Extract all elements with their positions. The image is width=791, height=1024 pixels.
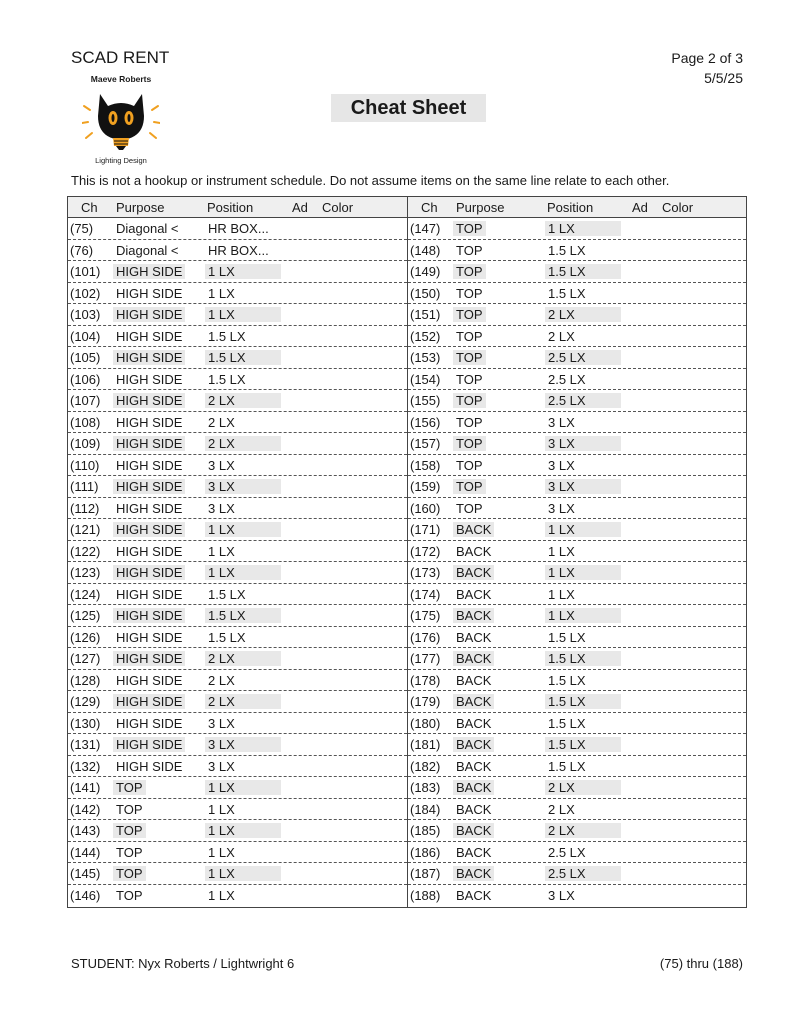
purpose-cell: BACK — [456, 844, 492, 860]
channel-cell: (75) — [70, 221, 94, 236]
table-row — [408, 885, 746, 907]
purpose-cell: HIGH SIDE — [116, 328, 183, 344]
channel-cell: (174) — [410, 586, 441, 602]
table-row — [408, 627, 746, 649]
position-cell: 1.5 LX — [545, 264, 621, 279]
table-row — [68, 240, 407, 262]
channel-cell: (103) — [70, 307, 101, 322]
channel-cell: (157) — [410, 436, 441, 451]
table-row — [68, 670, 407, 692]
header-ch: Ch — [81, 200, 98, 215]
channel-cell: (122) — [70, 543, 101, 559]
position-cell: 2 LX — [545, 823, 621, 838]
table-row — [68, 627, 407, 649]
channel-cell: (188) — [410, 887, 441, 903]
purpose-cell: BACK — [456, 715, 492, 731]
table-row — [68, 648, 407, 670]
header-ch: Ch — [421, 200, 438, 215]
purpose-cell: HIGH SIDE — [116, 500, 183, 516]
channel-cell: (108) — [70, 414, 101, 430]
purpose-cell: HIGH SIDE — [113, 651, 185, 666]
table-right-column — [407, 197, 746, 907]
position-cell: HR BOX... — [208, 221, 269, 236]
purpose-cell: HIGH SIDE — [113, 350, 185, 365]
table-row — [408, 369, 746, 391]
purpose-cell: TOP — [456, 328, 483, 344]
purpose-cell: TOP — [453, 479, 486, 494]
position-cell: 1 LX — [205, 565, 281, 580]
purpose-cell: HIGH SIDE — [113, 436, 185, 451]
table-row — [68, 691, 407, 713]
position-cell: 3 LX — [548, 414, 575, 430]
purpose-cell: TOP — [456, 457, 483, 473]
position-cell: 3 LX — [205, 479, 281, 494]
position-cell: 1.5 LX — [545, 737, 621, 752]
table-row — [408, 240, 746, 262]
purpose-cell: HIGH SIDE — [113, 393, 185, 408]
purpose-cell: HIGH SIDE — [113, 264, 185, 279]
table-row — [68, 584, 407, 606]
position-cell: 1.5 LX — [548, 758, 586, 774]
position-cell: 1.5 LX — [208, 629, 246, 645]
purpose-cell: TOP — [453, 221, 486, 236]
header-color: Color — [322, 200, 354, 215]
table-row — [68, 562, 407, 584]
channel-cell: (132) — [70, 758, 101, 774]
position-cell: 1.5 LX — [545, 651, 621, 666]
table-row — [68, 433, 407, 455]
purpose-cell: BACK — [453, 565, 494, 580]
channel-cell: (144) — [70, 844, 101, 860]
position-cell: 1 LX — [205, 307, 281, 322]
purpose-cell: HIGH SIDE — [116, 371, 183, 387]
position-cell: 1 LX — [205, 866, 281, 881]
table-left-column — [68, 197, 407, 907]
purpose-cell: BACK — [456, 629, 492, 645]
position-cell: 1 LX — [208, 285, 235, 301]
purpose-cell: TOP — [456, 285, 483, 301]
header-color: Color — [662, 200, 694, 215]
channel-cell: (186) — [410, 844, 441, 860]
table-row — [68, 390, 407, 412]
header-ad: Ad — [632, 200, 648, 215]
position-cell: 1 LX — [548, 543, 575, 559]
table-row — [68, 777, 407, 799]
purpose-cell: BACK — [456, 758, 492, 774]
channel-cell: (104) — [70, 328, 101, 344]
print-date: 5/5/25 — [704, 70, 743, 86]
table-row — [408, 218, 746, 240]
position-cell: 2 LX — [205, 436, 281, 451]
purpose-cell: TOP — [113, 780, 146, 795]
channel-cell: (183) — [410, 780, 441, 795]
position-cell: 3 LX — [208, 715, 235, 731]
channel-cell: (159) — [410, 479, 441, 494]
channel-cell: (106) — [70, 371, 101, 387]
table-row — [408, 283, 746, 305]
position-cell: 1 LX — [205, 264, 281, 279]
table-row — [408, 261, 746, 283]
purpose-cell: BACK — [456, 801, 492, 817]
purpose-cell: HIGH SIDE — [113, 479, 185, 494]
channel-cell: (158) — [410, 457, 441, 473]
table-row — [68, 347, 407, 369]
table-row — [68, 498, 407, 520]
purpose-cell: BACK — [453, 823, 494, 838]
channel-cell: (107) — [70, 393, 101, 408]
position-cell: 2.5 LX — [548, 371, 586, 387]
position-cell: 1.5 LX — [548, 715, 586, 731]
position-cell: HR BOX... — [208, 242, 269, 258]
channel-cell: (153) — [410, 350, 441, 365]
header-purpose: Purpose — [116, 200, 165, 215]
table-row — [68, 713, 407, 735]
channel-cell: (179) — [410, 694, 441, 709]
purpose-cell: HIGH SIDE — [116, 285, 183, 301]
channel-cell: (125) — [70, 608, 101, 623]
student-info: STUDENT: Nyx Roberts / Lightwright 6 — [71, 956, 295, 971]
table-body-left — [68, 218, 407, 906]
purpose-cell: BACK — [456, 543, 492, 559]
purpose-cell: BACK — [456, 672, 492, 688]
position-cell: 1.5 LX — [548, 629, 586, 645]
table-row — [68, 842, 407, 864]
table-row — [408, 412, 746, 434]
table-row — [68, 820, 407, 842]
channel-cell: (111) — [70, 479, 99, 494]
position-cell: 1.5 LX — [205, 608, 281, 623]
channel-cell: (143) — [70, 823, 101, 838]
purpose-cell: HIGH SIDE — [113, 307, 185, 322]
purpose-cell: TOP — [453, 307, 486, 322]
channel-cell: (175) — [410, 608, 441, 623]
purpose-cell: HIGH SIDE — [116, 758, 183, 774]
purpose-cell: BACK — [453, 694, 494, 709]
channel-cell: (109) — [70, 436, 101, 451]
table-row — [68, 519, 407, 541]
purpose-cell: HIGH SIDE — [113, 522, 185, 537]
channel-cell: (185) — [410, 823, 441, 838]
channel-cell: (110) — [70, 457, 100, 473]
table-row — [68, 885, 407, 907]
channel-cell: (154) — [410, 371, 441, 387]
position-cell: 2 LX — [205, 393, 281, 408]
position-cell: 2 LX — [545, 780, 621, 795]
position-cell: 1 LX — [208, 844, 235, 860]
purpose-cell: HIGH SIDE — [116, 414, 183, 430]
table-row — [68, 541, 407, 563]
table-row — [408, 863, 746, 885]
table-row — [408, 648, 746, 670]
position-cell: 1.5 LX — [545, 694, 621, 709]
page-info — [671, 48, 743, 88]
purpose-cell: HIGH SIDE — [116, 586, 183, 602]
table-row — [68, 756, 407, 778]
table-row — [68, 369, 407, 391]
table-row — [408, 326, 746, 348]
table-row — [408, 670, 746, 692]
header-position: Position — [547, 200, 594, 215]
purpose-cell: HIGH SIDE — [116, 457, 183, 473]
table-row — [408, 562, 746, 584]
channel-cell: (173) — [410, 565, 441, 580]
channel-cell: (124) — [70, 586, 101, 602]
table-row — [68, 283, 407, 305]
channel-cell: (101) — [70, 264, 101, 279]
table-row — [408, 691, 746, 713]
purpose-cell: BACK — [453, 651, 494, 666]
channel-table — [67, 196, 747, 908]
position-cell: 2.5 LX — [548, 844, 586, 860]
table-row — [68, 863, 407, 885]
purpose-cell: TOP — [113, 866, 146, 881]
position-cell: 2 LX — [548, 328, 575, 344]
table-row — [68, 455, 407, 477]
purpose-cell: BACK — [453, 522, 494, 537]
table-row — [408, 455, 746, 477]
disclaimer-text: This is not a hookup or instrument schedule. Do not assume items on the same line relate to each other. — [71, 173, 670, 188]
position-cell: 1 LX — [205, 823, 281, 838]
purpose-cell: BACK — [453, 780, 494, 795]
table-row — [408, 820, 746, 842]
table-row — [408, 476, 746, 498]
channel-cell: (123) — [70, 565, 101, 580]
header-purpose: Purpose — [456, 200, 505, 215]
position-cell: 1 LX — [208, 801, 235, 817]
table-row — [408, 347, 746, 369]
purpose-cell: TOP — [453, 264, 486, 279]
purpose-cell: TOP — [453, 436, 486, 451]
position-cell: 1 LX — [205, 780, 281, 795]
channel-cell: (156) — [410, 414, 441, 430]
channel-cell: (145) — [70, 866, 101, 881]
purpose-cell: HIGH SIDE — [116, 543, 183, 559]
table-row — [408, 498, 746, 520]
channel-cell: (76) — [70, 242, 94, 258]
channel-cell: (180) — [410, 715, 441, 731]
purpose-cell: BACK — [453, 737, 494, 752]
purpose-cell: TOP — [456, 242, 483, 258]
table-row — [408, 304, 746, 326]
purpose-cell: TOP — [456, 414, 483, 430]
position-cell: 2 LX — [208, 672, 235, 688]
header-position: Position — [207, 200, 254, 215]
position-cell: 1 LX — [545, 522, 621, 537]
position-cell: 3 LX — [545, 436, 621, 451]
position-cell: 2 LX — [208, 414, 235, 430]
channel-cell: (130) — [70, 715, 101, 731]
purpose-cell: HIGH SIDE — [116, 715, 183, 731]
position-cell: 3 LX — [548, 500, 575, 516]
page-title: Cheat Sheet — [331, 94, 486, 122]
purpose-cell: HIGH SIDE — [113, 694, 185, 709]
purpose-cell: Diagonal < — [116, 221, 179, 236]
channel-cell: (150) — [410, 285, 441, 301]
purpose-cell: TOP — [456, 500, 483, 516]
position-cell: 2.5 LX — [545, 350, 621, 365]
table-row — [408, 541, 746, 563]
position-cell: 1.5 LX — [205, 350, 281, 365]
table-row — [408, 777, 746, 799]
channel-cell: (105) — [70, 350, 101, 365]
channel-cell: (102) — [70, 285, 101, 301]
position-cell: 3 LX — [545, 479, 621, 494]
purpose-cell: TOP — [116, 844, 143, 860]
cat-lightbulb-icon — [82, 86, 160, 156]
channel-cell: (160) — [410, 500, 441, 516]
table-row — [408, 842, 746, 864]
channel-cell: (187) — [410, 866, 441, 881]
position-cell: 1.5 LX — [548, 285, 586, 301]
table-row — [68, 476, 407, 498]
position-cell: 3 LX — [548, 457, 575, 473]
purpose-cell: HIGH SIDE — [113, 565, 185, 580]
channel-cell: (146) — [70, 887, 101, 903]
position-cell: 2 LX — [548, 801, 575, 817]
purpose-cell: HIGH SIDE — [113, 737, 185, 752]
table-row — [408, 390, 746, 412]
table-row — [68, 605, 407, 627]
channel-cell: (147) — [410, 221, 441, 236]
channel-cell: (142) — [70, 801, 101, 817]
purpose-cell: TOP — [453, 350, 486, 365]
channel-cell: (176) — [410, 629, 441, 645]
purpose-cell: BACK — [453, 608, 494, 623]
header-ad: Ad — [292, 200, 308, 215]
table-header — [408, 197, 746, 218]
position-cell: 1.5 LX — [208, 328, 246, 344]
channel-cell: (121) — [70, 522, 101, 537]
channel-cell: (152) — [410, 328, 441, 344]
channel-cell: (155) — [410, 393, 441, 408]
position-cell: 3 LX — [205, 737, 281, 752]
channel-cell: (126) — [70, 629, 101, 645]
channel-cell: (128) — [70, 672, 101, 688]
purpose-cell: HIGH SIDE — [116, 672, 183, 688]
channel-cell: (112) — [70, 500, 100, 516]
channel-cell: (182) — [410, 758, 441, 774]
table-row — [408, 734, 746, 756]
channel-cell: (148) — [410, 242, 441, 258]
table-row — [68, 304, 407, 326]
channel-cell: (181) — [410, 737, 441, 752]
position-cell: 1 LX — [545, 565, 621, 580]
purpose-cell: Diagonal < — [116, 242, 179, 258]
position-cell: 1 LX — [545, 221, 621, 236]
position-cell: 1 LX — [545, 608, 621, 623]
position-cell: 3 LX — [208, 457, 235, 473]
position-cell: 1.5 LX — [208, 586, 246, 602]
position-cell: 1 LX — [208, 543, 235, 559]
position-cell: 1 LX — [208, 887, 235, 903]
position-cell: 3 LX — [208, 758, 235, 774]
position-cell: 3 LX — [548, 887, 575, 903]
channel-cell: (127) — [70, 651, 101, 666]
logo-subtitle: Lighting Design — [95, 156, 147, 165]
position-cell: 1 LX — [548, 586, 575, 602]
position-cell: 1.5 LX — [548, 242, 586, 258]
position-cell: 1.5 LX — [548, 672, 586, 688]
designer-logo — [82, 72, 160, 168]
purpose-cell: HIGH SIDE — [116, 629, 183, 645]
purpose-cell: TOP — [116, 801, 143, 817]
purpose-cell: HIGH SIDE — [113, 608, 185, 623]
position-cell: 2 LX — [205, 651, 281, 666]
table-row — [408, 799, 746, 821]
purpose-cell: BACK — [453, 866, 494, 881]
table-row — [408, 519, 746, 541]
table-row — [408, 433, 746, 455]
position-cell: 2.5 LX — [545, 866, 621, 881]
table-row — [68, 412, 407, 434]
table-row — [68, 261, 407, 283]
table-row — [68, 218, 407, 240]
position-cell: 1.5 LX — [208, 371, 246, 387]
position-cell: 2 LX — [205, 694, 281, 709]
table-row — [68, 326, 407, 348]
channel-cell: (141) — [70, 780, 101, 795]
table-header — [68, 197, 407, 218]
position-cell: 3 LX — [208, 500, 235, 516]
channel-cell: (149) — [410, 264, 441, 279]
channel-cell: (131) — [70, 737, 101, 752]
purpose-cell: TOP — [116, 887, 143, 903]
position-cell: 1 LX — [205, 522, 281, 537]
channel-range: (75) thru (188) — [659, 956, 743, 971]
channel-cell: (171) — [410, 522, 441, 537]
table-body-right — [408, 218, 746, 906]
purpose-cell: TOP — [453, 393, 486, 408]
table-row — [68, 734, 407, 756]
company-name: SCAD RENT — [71, 48, 170, 67]
channel-cell: (178) — [410, 672, 441, 688]
table-row — [68, 799, 407, 821]
channel-cell: (177) — [410, 651, 441, 666]
logo-name: Maeve Roberts — [90, 74, 152, 84]
table-row — [408, 584, 746, 606]
purpose-cell: TOP — [113, 823, 146, 838]
channel-cell: (172) — [410, 543, 441, 559]
position-cell: 2.5 LX — [545, 393, 621, 408]
purpose-cell: BACK — [456, 586, 492, 602]
channel-cell: (184) — [410, 801, 441, 817]
channel-cell: (151) — [410, 307, 441, 322]
table-row — [408, 713, 746, 735]
table-row — [408, 605, 746, 627]
purpose-cell: TOP — [456, 371, 483, 387]
table-row — [408, 756, 746, 778]
purpose-cell: BACK — [456, 887, 492, 903]
page-number: Page 2 of 3 — [671, 50, 743, 66]
channel-cell: (129) — [70, 694, 101, 709]
position-cell: 2 LX — [545, 307, 621, 322]
